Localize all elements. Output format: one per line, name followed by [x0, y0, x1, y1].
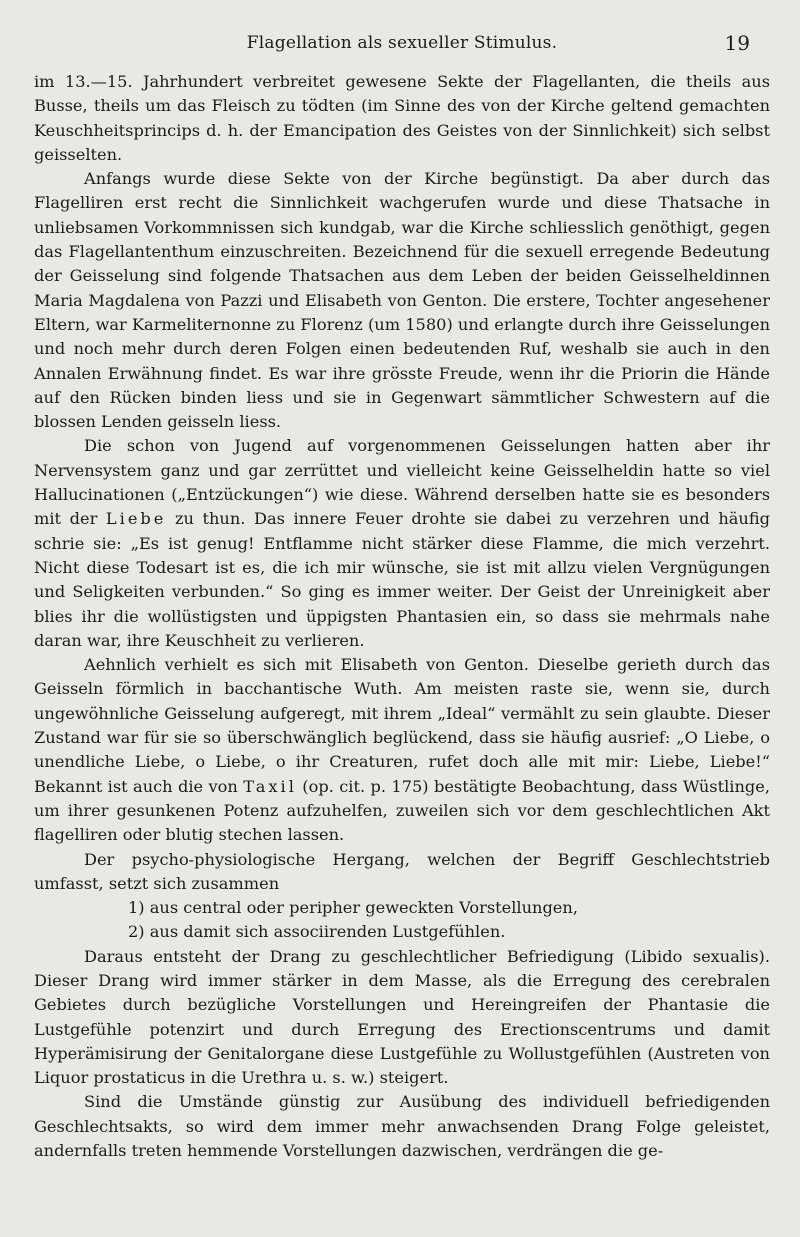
paragraph-continuation: im 13.—15. Jahrhundert verbreitet gewesene Sekte der Flagellanten, die theils aus Busse, theils um das Fleisch zu tödten (im Sinne des von der Kirche geltend gemachten Keuschheitsprincips d. h. der Emancipation des Geistes von der Sinnlichkeit) sich selbst geisselten. — [34, 72, 770, 164]
running-title: Flagellation als sexueller Stimulus. — [246, 33, 558, 53]
paragraph-elisabeth — [34, 653, 770, 847]
list-item: 2) aus damit sich associirenden Lustgefühlen. — [128, 922, 506, 942]
text-run: Die schon von Jugend auf vorgenommenen Geisselungen hatten aber ihr Nervensystem ganz und gar zerrüttet und vielleicht keine Geisselheldin hatte so viel Hallucinationen („Entzückungen“) wie diese. Während derselben hatte sie es besonders mit der — [34, 436, 770, 529]
spaced-emphasis: Taxil — [243, 776, 297, 796]
body-text — [34, 70, 770, 1163]
paragraph-hallucinations — [34, 434, 770, 653]
text-run: zu thun. Das innere Feuer drohte sie dabei zu verzehren und häufig schrie sie: „Es ist genug! Entflamme nicht stärker diese Flamme, die mich verzehrt. Nicht diese Todesart ist es, die ich mir wünsche, sie ist mit allzu vielen Vergnügungen und Seligkeiten verbunden.“ So ging es immer weiter. Der Geist der Unreinigkeit aber blies ihr die wollüstigsten und üppigsten Phantasien ein, so dass sie mehrmals nahe daran war, ihre Keuschheit zu verlieren. — [34, 509, 770, 650]
paragraph-sect-church: Anfangs wurde diese Sekte von der Kirche begünstigt. Da aber durch das Flagelliren erst recht die Sinnlichkeit wachgerufen wurde und diese Thatsache in unliebsamen Vorkommnissen sich kundgab, war die Kirche schliesslich genöthigt, gegen das Flagellantenthum einzuschreiten. Bezeichnend für die sexuell erregende Bedeutung der Geisselung sind folgende Thatsachen aus dem Leben der beiden Geisselheldinnen Maria Magdalena von Pazzi und Elisabeth von Genton. Die erstere, Tochter angesehener Eltern, war Karmeliternonne zu Florenz (um 1580) und erlangte durch ihre Geisselungen und noch mehr durch deren Folgen einen bedeutenden Ruf, weshalb sie auch in den Annalen Erwähnung findet. Es war ihre grösste Freude, wenn ihr die Priorin die Hände auf den Rücken binden liess und sie in Gegenwart sämmtlicher Schwestern auf die blossen Lenden geisseln liess. — [34, 169, 770, 432]
page-header — [34, 0, 770, 70]
paragraph-circumstances: Sind die Umstände günstig zur Ausübung des individuell befriedigenden Geschlechtsakts, so wird dem immer mehr anwachsenden Drang Folge geleistet, andernfalls treten hemmende Vorstellungen dazwischen, verdrängen die ge- — [34, 1092, 770, 1161]
list-item: 1) aus central oder peripher geweckten Vorstellungen, — [128, 898, 578, 918]
text-run: Aehnlich verhielt es sich mit Elisabeth von Genton. Dieselbe gerieth durch das Geisseln förmlich in bacchantische Wuth. Am meisten raste sie, wenn sie, durch ungewöhnliche Geisselung aufgeregt, mit ihrem „Ideal“ vermählt zu sein glaubte. Dieser Zustand war für sie so überschwänglich beglückend, dass sie häufig ausrief: „O Liebe, o unendliche Liebe, o Liebe, o ihr Creaturen, rufet doch alle mit mir: Liebe, Liebe!“ Bekannt ist auch die von — [34, 655, 770, 796]
spaced-emphasis: Liebe — [105, 509, 167, 529]
paragraph-process: Der psycho-physiologische Hergang, welchen der Begriff Geschlechtstrieb umfasst, setzt sich zusammen — [34, 849, 770, 893]
text-run: (op. cit. p. 175) bestätigte Beobachtung, dass Wüstlinge, um ihrer gesunkenen Potenz aufzuhelfen, zuweilen sich vor dem geschlechtlichen Akt flagelliren oder blutig stechen lassen. — [34, 776, 770, 845]
page-number: 19 — [724, 31, 750, 55]
paragraph-libido: Daraus entsteht der Drang zu geschlechtlicher Befriedigung (Libido sexualis). Dieser Drang wird immer stärker in dem Masse, als die Erregung des cerebralen Gebietes durch bezügliche Vorstellungen und Hereingreifen der Phantasie die Lustgefühle potenzirt und durch Erregung des Erectionscentrums und damit Hyperämisirung der Genitalorgane diese Lustgefühle zu Wollustgefühlen (Austreten von Liquor prostaticus in die Urethra u. s. w.) steigert. — [34, 946, 770, 1088]
